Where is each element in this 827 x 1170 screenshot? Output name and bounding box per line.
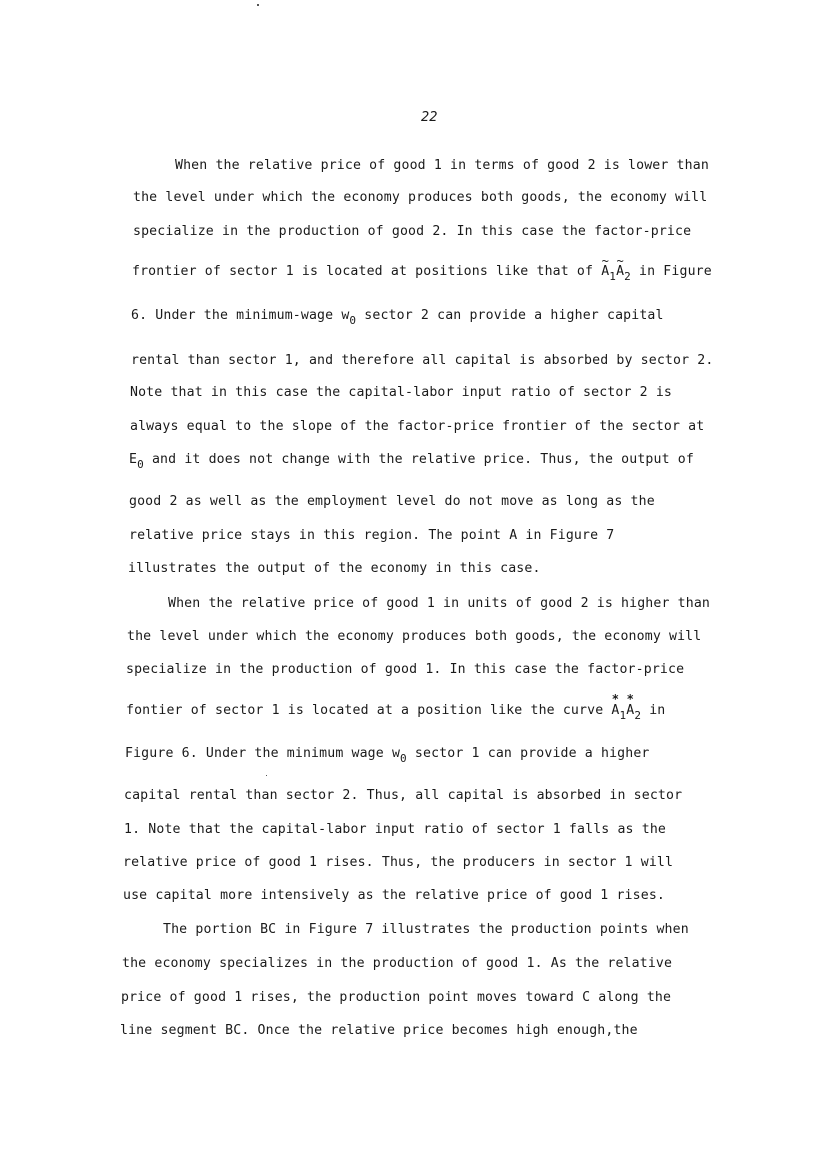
subscript: 0	[137, 458, 144, 471]
math-A2-tilde	[616, 254, 625, 279]
text-span: The portion BC in Figure 7 illustrates the production points when	[163, 922, 689, 937]
math-var: A	[601, 264, 610, 279]
text-span: When the relative price of good 1 in units of good 2 is higher than	[168, 596, 710, 611]
text-span: relative price of good 1 rises. Thus, the producers in sector 1 will	[123, 855, 674, 870]
math-var: A	[611, 703, 620, 718]
text-span: Figure 6. Under the minimum wage w	[125, 746, 401, 761]
text-line	[126, 662, 684, 677]
text-span: always equal to the slope of the factor-price frontier of the sector at	[130, 419, 705, 434]
text-line	[123, 888, 665, 903]
star-accent: *	[611, 692, 620, 706]
subscript: 0	[400, 752, 407, 765]
text-line	[124, 822, 666, 837]
subscript: 2	[634, 709, 642, 722]
subscript: 1	[609, 270, 617, 283]
tilde-accent: ~	[601, 254, 609, 268]
text-span: specialize in the production of good 2. In this case the factor-price	[133, 224, 692, 239]
text-line	[125, 746, 650, 765]
text-line	[133, 190, 707, 205]
text-line	[132, 254, 712, 283]
text-line	[123, 855, 673, 870]
text-span: 6. Under the minimum-wage w	[131, 308, 350, 323]
text-line	[129, 528, 614, 543]
page-number: 22	[421, 110, 438, 125]
text-span: frontier of sector 1 is located at positions like that of	[132, 264, 602, 279]
text-line	[175, 158, 709, 173]
text-line	[126, 692, 666, 722]
text-line	[130, 419, 704, 434]
text-line	[130, 385, 672, 400]
text-span: illustrates the output of the economy in this case.	[128, 561, 541, 576]
math-var: A	[626, 703, 635, 718]
subscript: 2	[624, 270, 631, 283]
text-span: specialize in the production of good 1. In this case the factor-price	[126, 662, 685, 677]
tilde-accent: ~	[616, 254, 624, 268]
subscript: 0	[349, 314, 357, 327]
text-line	[133, 224, 691, 239]
text-line	[129, 494, 655, 509]
text-span: capital rental than sector 2. Thus, all capital is absorbed in sector	[124, 788, 683, 803]
scan-mark-mid	[266, 775, 267, 776]
text-line	[121, 990, 671, 1005]
text-span: in Figure	[630, 264, 712, 279]
text-span: sector 2 can provide a higher capital	[356, 308, 664, 323]
text-span: fontier of sector 1 is located at a position like the curve	[126, 703, 612, 718]
text-line	[122, 956, 672, 971]
text-line	[131, 353, 713, 368]
text-span: E	[129, 452, 138, 467]
star-accent: *	[626, 692, 634, 706]
text-span: the level under which the economy produces both goods, the economy will	[133, 190, 708, 205]
text-span: sector 1 can provide a higher	[406, 746, 650, 761]
text-span: When the relative price of good 1 in terms of good 2 is lower than	[175, 158, 709, 173]
text-span: in	[641, 703, 666, 718]
text-span: price of good 1 rises, the production point moves toward C along the	[121, 990, 672, 1005]
text-span: line segment BC. Once the relative price becomes high enough,the	[120, 1023, 638, 1038]
text-span: the economy specializes in the production of good 1. As the relative	[122, 956, 673, 971]
text-span: relative price stays in this region. The point A in Figure 7	[129, 528, 615, 543]
text-line	[129, 452, 694, 471]
text-line	[131, 308, 664, 327]
subscript: 1	[619, 709, 627, 722]
text-span: use capital more intensively as the relative price of good 1 rises.	[123, 888, 665, 903]
text-line	[124, 788, 682, 803]
text-span: good 2 as well as the employment level do not move as long as the	[129, 494, 655, 509]
text-line	[163, 922, 689, 937]
text-line	[127, 629, 701, 644]
text-line	[168, 596, 710, 611]
math-var: A	[616, 264, 625, 279]
text-span: the level under which the economy produces both goods, the economy will	[127, 629, 702, 644]
text-span: and it does not change with the relative price. Thus, the output of	[143, 452, 694, 467]
text-line	[128, 561, 541, 576]
text-span: Note that in this case the capital-labor input ratio of sector 2 is	[130, 385, 672, 400]
text-span: 1. Note that the capital-labor input ratio of sector 1 falls as the	[124, 822, 666, 837]
scan-mark-top	[257, 4, 259, 6]
text-span: rental than sector 1, and therefore all capital is absorbed by sector 2.	[131, 353, 714, 368]
text-line	[120, 1023, 638, 1038]
